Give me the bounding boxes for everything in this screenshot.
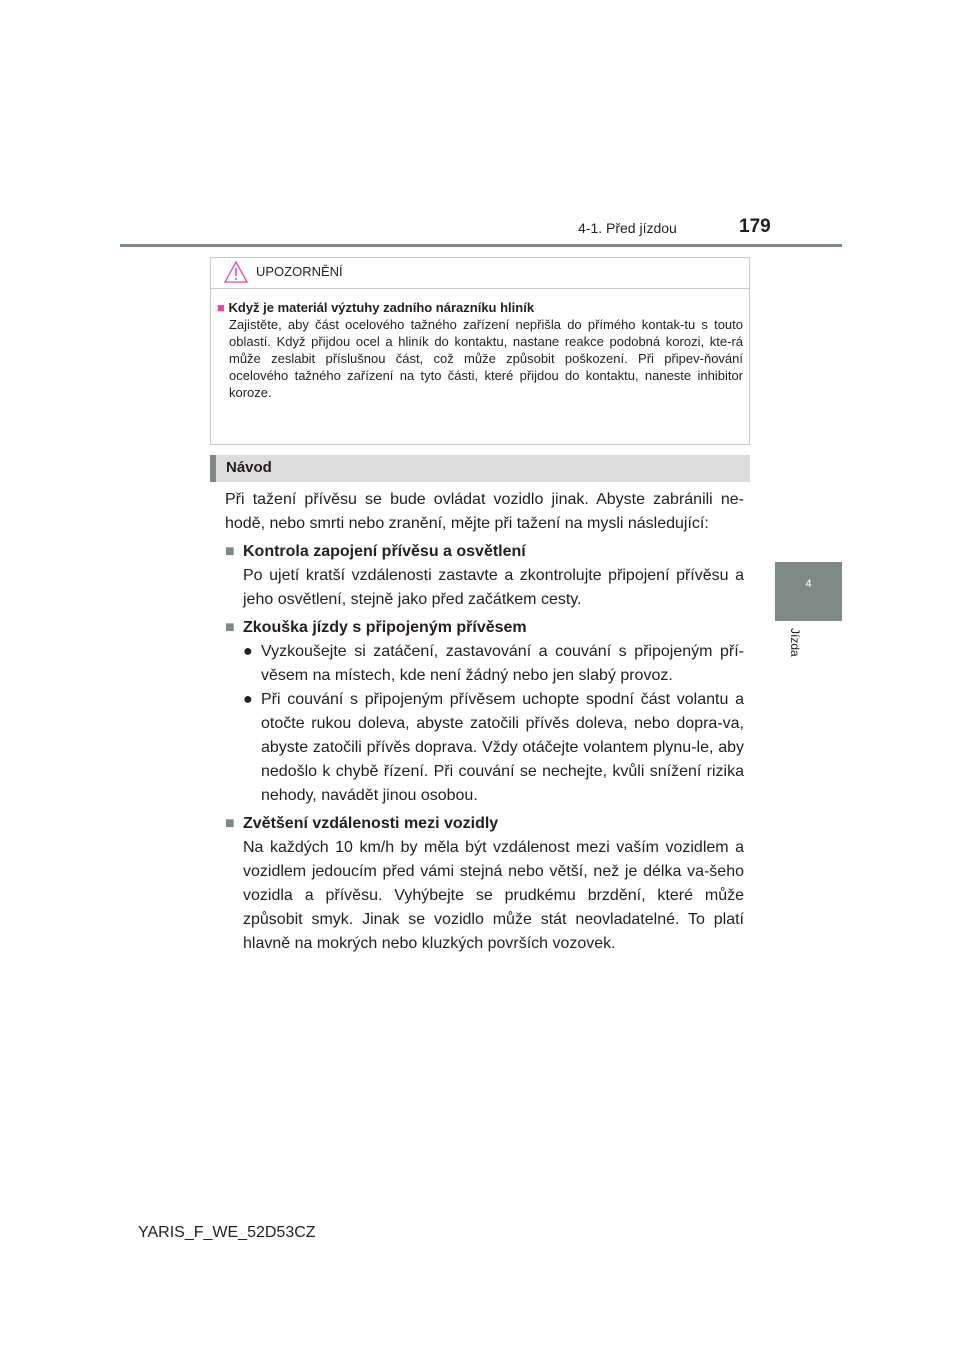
square-marker-icon: ■: [225, 815, 235, 832]
intro-paragraph: Při tažení přívěsu se bude ovládat vozidlo jinak. Abyste zabránili ne-hodě, nebo smrti nebo zranění, mějte při tažení na mysli následující:: [225, 491, 744, 532]
chapter-label: Jízda: [788, 628, 802, 657]
bullet-item: ● Při couvání s připojeným přívěsem uchopte spodní část volantu a otočte rukou doleva, abyste zatočili přívěs doleva, nebo dopra-va, abyste zatočili přívěs doprava. Vždy otáčejte volantem plynu-le, aby nedošlo k chybě řízení. Při couvání se nechejte, kvůli snížení rizika nehody, navádět jinou osobou.: [243, 688, 744, 808]
warning-body: [211, 289, 749, 401]
warning-title: UPOZORNĚNÍ: [256, 264, 343, 279]
warning-header: [211, 258, 749, 289]
square-marker-icon: ■: [217, 300, 225, 315]
footer-code: YARIS_F_WE_52D53CZ: [138, 1224, 316, 1241]
lights-text: Po ujetí kratší vzdálenosti zastavte a zkontrolujte připojení přívěsu a jeho osvětlení, stejně jako před začátkem cesty.: [243, 567, 744, 608]
square-marker-icon: ■: [225, 543, 235, 560]
main-content: [225, 488, 744, 956]
bullet-icon: ●: [243, 643, 253, 660]
subheading-lights: ■ Kontrola zapojení přívěsu a osvětlení: [225, 540, 744, 564]
warning-box: [210, 257, 750, 445]
warning-text: Zajistěte, aby část ocelového tažného zařízení nepřišla do přímého kontak-tu s touto oblastí. Když přijdou ocel a hliník do kontaktu, nastane reakce podobná korozi, kte-rá může zeslabit příslušnou část, což může způsobit poškození. Při připev-ňování ocelového tažného zařízení na tyto části, které přijdou do kontaktu, naneste inhibitor koroze.: [229, 317, 743, 400]
section-title: Návod: [226, 459, 272, 476]
chapter-tab: [775, 562, 842, 621]
warning-triangle-icon: [224, 261, 248, 283]
bullet-icon: ●: [243, 691, 253, 708]
section-band-accent: [210, 455, 216, 482]
header-section: 4-1. Před jízdou: [578, 220, 677, 236]
page-number: 179: [739, 216, 771, 237]
chapter-number: 4: [805, 578, 812, 590]
warning-subheading: ■ Když je materiál výztuhy zadního nárazníku hliník: [217, 300, 535, 315]
subheading-test-drive: ■ Zkouška jízdy s připojeným přívěsem: [225, 616, 744, 640]
square-marker-icon: ■: [225, 619, 235, 636]
bullet-item: ● Vyzkoušejte si zatáčení, zastavování a couvání s připojeným pří-věsem na místech, kde není žádný nebo jen slabý provoz.: [243, 640, 744, 688]
header-rule: [120, 244, 842, 247]
section-band: [210, 455, 750, 482]
subheading-distance: ■ Zvětšení vzdálenosti mezi vozidly: [225, 812, 744, 836]
distance-text: Na každých 10 km/h by měla být vzdálenost mezi vaším vozidlem a vozidlem jedoucím před vámi stejná nebo větší, než je délka va-šeho vozidla a přívěsu. Vyhýbejte se prudkému brzdění, které může způsobit smyk. Jinak se vozidlo může stát neovladatelné. To platí hlavně na mokrých nebo kluzkých površích vozovek.: [243, 839, 744, 952]
